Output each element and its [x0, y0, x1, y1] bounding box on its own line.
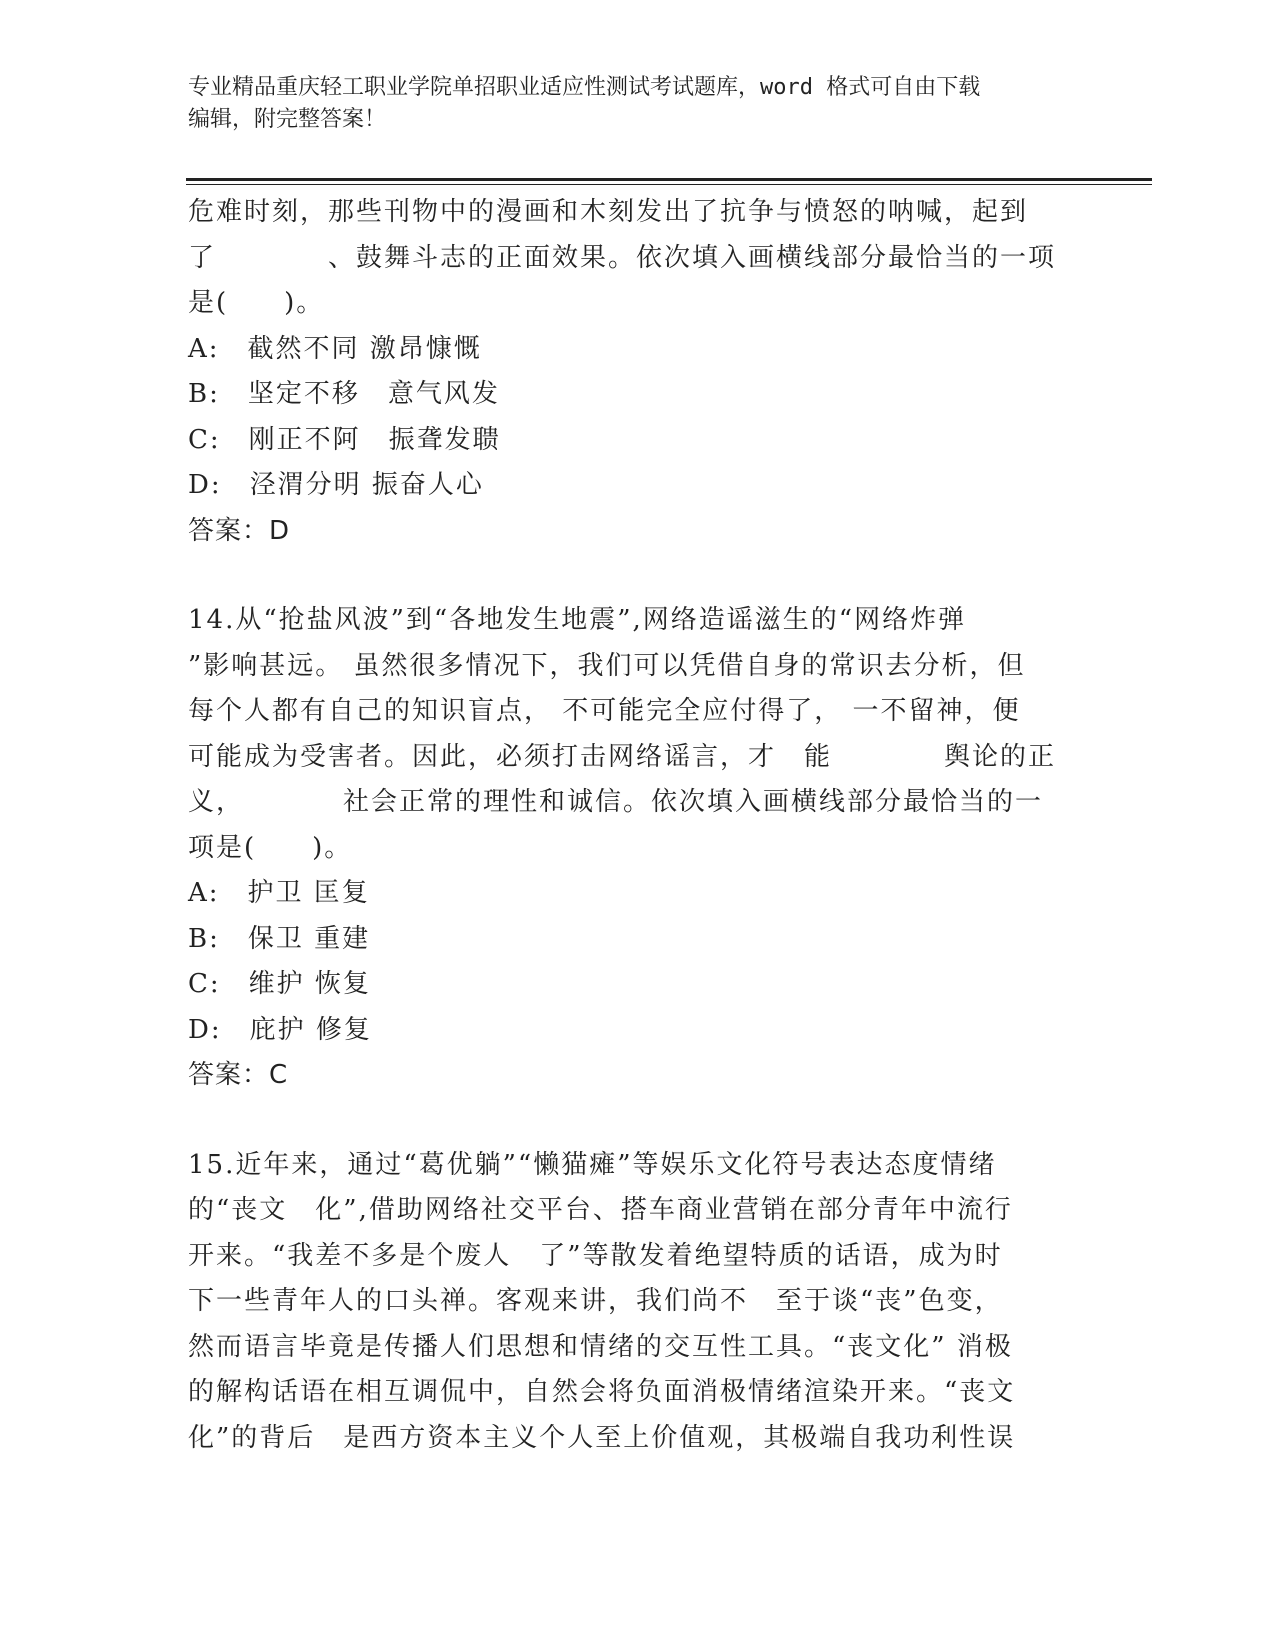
question-text-line: 可能成为受害者。因此，必须打击网络谣言，才 能 舆论的正: [188, 741, 1057, 772]
option-c: C: 维护 恢复: [188, 969, 371, 999]
question-text-line: 每个人都有自己的知识盲点， 不可能完全应付得了， 一不留神，便: [188, 696, 1021, 726]
answer: 答案：D: [188, 515, 291, 546]
header-divider-thin: [186, 184, 1152, 185]
page-header: [188, 72, 1068, 136]
header-divider-thick: [186, 178, 1152, 181]
question-text-line: 了 、鼓舞斗志的正面效果。依次填入画横线部分最恰当的一项: [188, 242, 1057, 273]
header-line-1: 专业精品重庆轻工职业学院单招职业适应性测试考试题库，word 格式可自由下载: [188, 75, 981, 100]
question-text-line: 危难时刻，那些刊物中的漫画和木刻发出了抗争与愤怒的呐喊，起到: [188, 197, 1029, 227]
question-text-line: ”影响甚远。 虽然很多情况下，我们可以凭借自身的常识去分析，但: [188, 650, 1026, 681]
header-line-2: 编辑，附完整答案！: [188, 107, 387, 132]
question-text-line: 化”的背后 是西方资本主义个人至上价值观，其极端自我功利性误: [188, 1422, 1016, 1453]
question-text-line: 15.近年来，通过“葛优躺”“懒猫瘫”等娱乐文化符号表达态度情绪: [188, 1149, 997, 1180]
question-text-line: 开来。“我差不多是个废人 了”等散发着绝望特质的话语，成为时: [188, 1240, 1003, 1271]
question-text-line: 的解构话语在相互调侃中，自然会将负面消极情绪渲染开来。“丧文: [188, 1377, 1016, 1407]
question-text-line: 的“丧文 化”,借助网络社交平台、搭车商业营销在部分青年中流行: [188, 1195, 1013, 1225]
question-text-line: 然而语言毕竟是传播人们思想和情绪的交互性工具。“丧文化” 消极: [188, 1331, 1013, 1362]
question-13: [188, 190, 1088, 554]
option-d: D: 泾渭分明 振奋人心: [188, 470, 484, 500]
document-body: [188, 190, 1088, 1461]
option-d: D: 庇护 修复: [188, 1014, 372, 1045]
answer: 答案：C: [188, 1060, 289, 1090]
option-b: B: 保卫 重建: [188, 923, 371, 954]
question-text-line: 下一些青年人的口头禅。客观来讲，我们尚不 至于谈“丧”色变，: [188, 1286, 1003, 1316]
option-c: C: 刚正不阿 振聋发聩: [188, 424, 501, 455]
option-a: A: 护卫 匡复: [188, 878, 370, 908]
question-14: [188, 598, 1088, 1099]
question-text-line: 项是( )。: [188, 832, 353, 863]
question-text-line: 14.从“抢盐风波”到“各地发生地震”,网络造谣滋生的“网络炸弹: [188, 605, 967, 635]
option-a: A: 截然不同 激昂慷慨: [188, 333, 482, 364]
question-text-line: 义， 社会正常的理性和诚信。依次填入画横线部分最恰当的一: [188, 787, 1044, 817]
question-text-line: 是( )。: [188, 288, 325, 318]
option-b: B: 坚定不移 意气风发: [188, 379, 500, 409]
question-15: [188, 1143, 1088, 1462]
